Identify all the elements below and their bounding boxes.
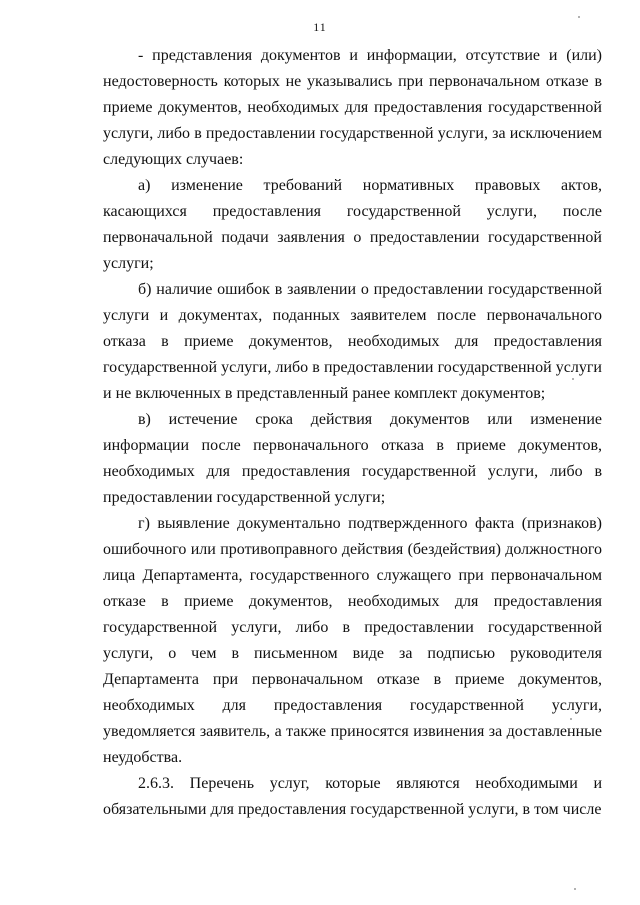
paragraph-item-g: г) выявление документально подтвержденного факта (признаков) ошибочного или противоправного действия (бездействия) должностного лица Департамента, государственного служащего при первоначальном отказе в приеме документов, необходимых для предоставления государственной услуги, либо в предоставлении государственной услуги, о чем в письменном виде за подписью руководителя Департамента при первоначальном отказе в приеме документов, необходимых для предоставления государственной услуги, уведомляется заявитель, а также приносятся извинения за доставленные неудобства.	[103, 515, 602, 766]
scan-speck	[570, 718, 572, 720]
document-body	[103, 43, 602, 823]
scan-speck	[572, 378, 574, 380]
paragraph-section-2-6-3: 2.6.3. Перечень услуг, которые являются необходимыми и обязательными для предоставления государственной услуги, в том числе	[103, 775, 602, 818]
page-number: 11	[313, 20, 327, 34]
paragraph-intro: - представления документов и информации, отсутствие и (или) недостоверность которых не указывались при первоначальном отказе в приеме документов, необходимых для предоставления государственной услуги, либо в предоставлении государственной услуги, за исключением следующих случаев:	[103, 47, 602, 168]
scan-speck	[574, 888, 576, 890]
paragraph-item-a: а) изменение требований нормативных правовых актов, касающихся предоставления государственной услуги, после первоначальной подачи заявления о предоставлении государственной услуги;	[103, 177, 602, 272]
paragraph-item-v: в) истечение срока действия документов или изменение информации после первоначального отказа в приеме документов, необходимых для предоставления государственной услуги, либо в предоставлении государственной услуги;	[103, 411, 602, 506]
paragraph-item-b: б) наличие ошибок в заявлении о предоставлении государственной услуги и документах, поданных заявителем после первоначального отказа в приеме документов, необходимых для предоставления государственной услуги, либо в предоставлении государственной услуги и не включенных в представленный ранее комплект документов;	[103, 281, 602, 402]
scan-speck	[578, 16, 580, 18]
